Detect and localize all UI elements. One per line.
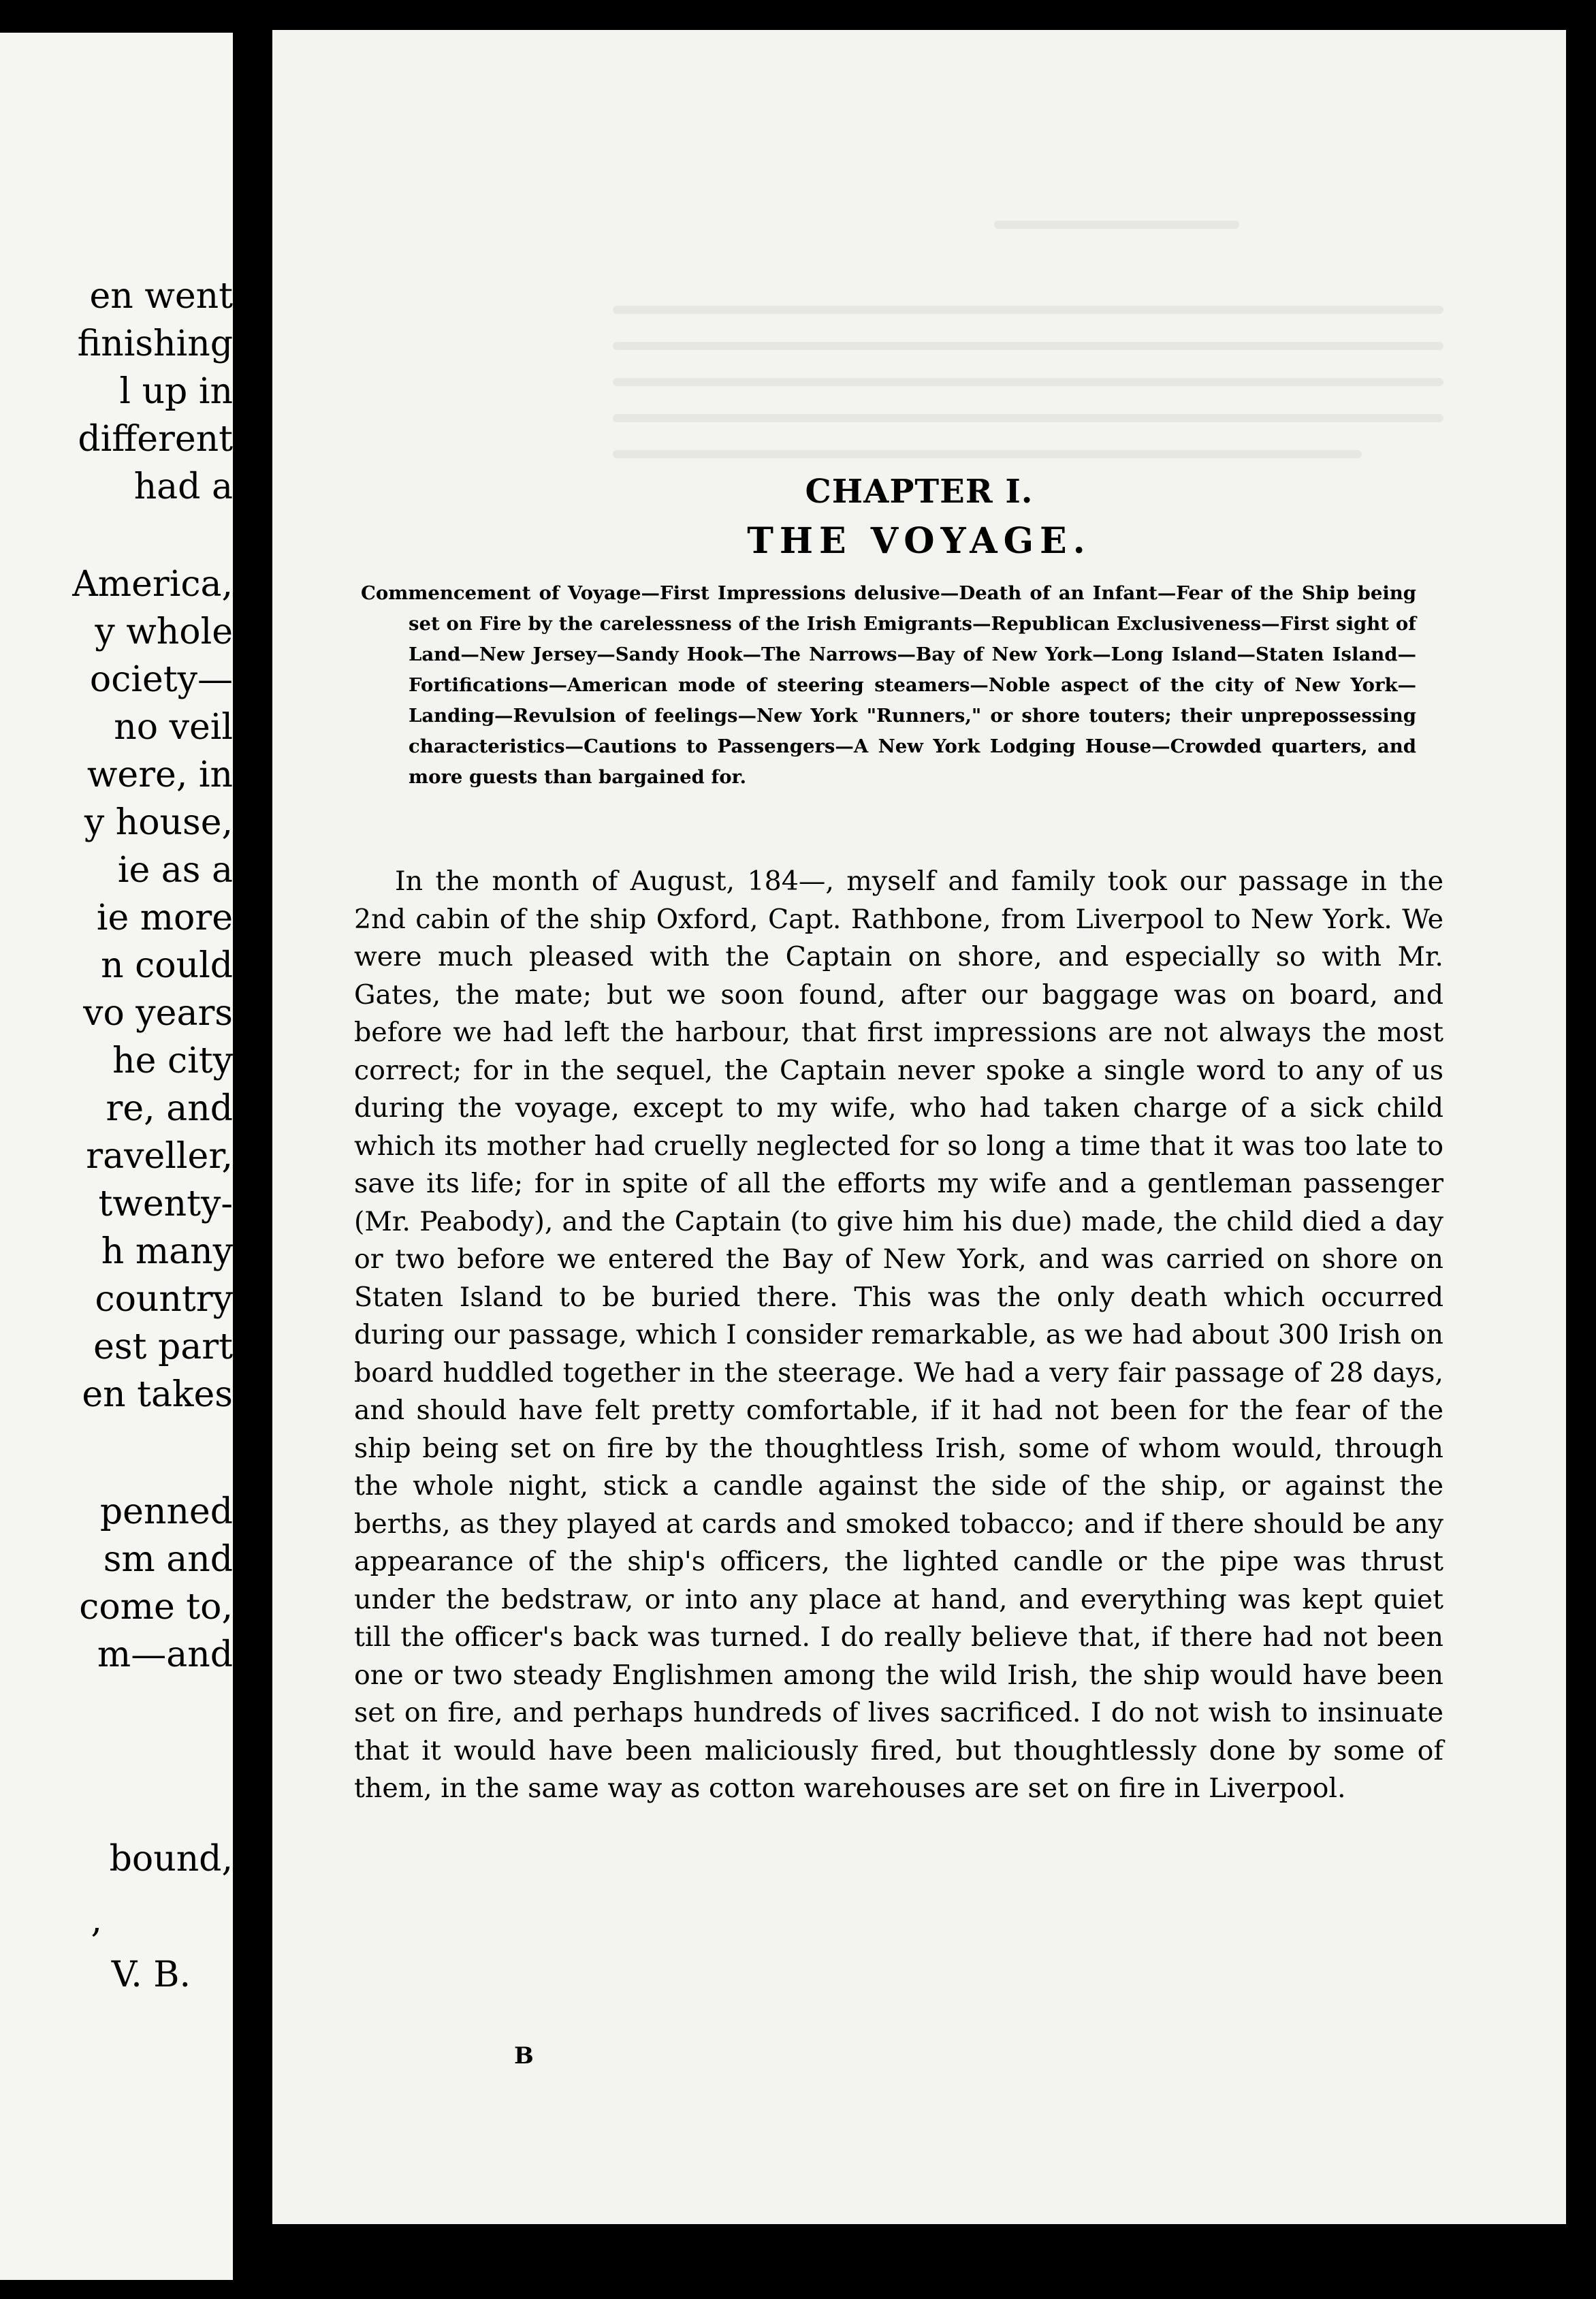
left-page-line: finishing [77, 323, 233, 364]
left-page-line: h many [101, 1231, 233, 1272]
left-page-line: come to, [79, 1587, 233, 1628]
right-page [272, 30, 1566, 2224]
left-page-line: l up in [119, 371, 233, 412]
left-page-line: America, [72, 564, 233, 605]
left-page-line: bound, [109, 1839, 233, 1880]
left-page-line: country [95, 1279, 233, 1320]
left-page-line: sm and [103, 1539, 233, 1580]
left-page-line: raveller, [86, 1136, 233, 1177]
left-page-line: vo years [83, 993, 233, 1034]
left-page-line: en takes [82, 1374, 233, 1415]
left-page-line: en went [89, 276, 233, 317]
left-page-line: ie more [96, 898, 233, 938]
left-page-line: were, in [86, 755, 233, 795]
left-page-line: had a [133, 466, 233, 507]
chapter-number: CHAPTER I. [805, 473, 1034, 511]
left-page-line: , [91, 1900, 102, 1941]
left-page-line: different [78, 419, 233, 460]
left-page-line: y house, [84, 802, 233, 843]
left-page-line: y whole [95, 612, 233, 652]
left-facing-page [0, 33, 233, 2280]
chapter-synopsis: Commencement of Voyage—First Impressions delusive—Death of an Infant—Fear of the Ship being set on Fire by the carelessness of the Irish Emigrants—Republican Exclusiveness—First sight of Land—New Jersey—Sandy Hook—The Narrows—Bay of New York—Long Island—Staten Island—Fortifications—American mode of steering steamers—Noble aspect of the city of New York—Landing—Revulsion of feelings—New York "Runners," or shore touters; their unprepossessing characteristics—Cautions to Passengers—A New York Lodging House—Crowded quarters, and more guests than bargained for. [361, 582, 1416, 788]
left-page-line: n could [101, 945, 233, 986]
left-page-line: re, and [106, 1088, 233, 1129]
chapter-title: THE VOYAGE. [747, 520, 1091, 562]
signature-mark: B [514, 2042, 534, 2070]
left-page-line: m—and [97, 1634, 233, 1675]
left-page-line: ie as a [117, 850, 233, 891]
left-page-line: V. B. [111, 1954, 191, 1995]
left-page-line: ociety— [89, 659, 233, 700]
left-page-line: est part [93, 1327, 233, 1367]
left-page-line: penned [99, 1491, 233, 1532]
left-page-line: he city [112, 1041, 233, 1081]
left-page-line: twenty- [98, 1184, 233, 1224]
body-paragraph: In the month of August, 184—, myself and family took our passage in the 2nd cabin of the ship Oxford, Capt. Rathbone, from Liverpool to New York. We were much pleased with the Captain on shore, and especially so with Mr. Gates, the mate; but we soon found, after our baggage was on board, and before we had left the harbour, that first impressions are not always the most correct; for in the sequel, the Captain never spoke a single word to any of us during the voyage, except to my wife, who had taken charge of a sick child which its mother had cruelly neglected for so long a time that it was too late to save its life; for in spite of all the efforts my wife and a gentleman passenger (Mr. Peabody), and the Captain (to give him his due) made, the child died a day or two before we entered the Bay of New York, and was carried on shore on Staten Island to be buried there. This was the only death which occurred during our passage, which I consider remarkable, as we had about 300 Irish on board huddled together in the steerage. We had a very fair passage of 28 days, and should have felt pretty comfortable, if it had not been for the fear of the ship being set on fire by the thoughtless Irish, some of whom would, through the whole night, stick a candle against the side of the ship, or against the berths, as they played at cards and smoked tobacco; and if there should be any appearance of the ship's officers, the lighted candle or the pipe was thrust under the bedstraw, or into any place at hand, and everything was kept quiet till the officer's back was turned. I do really believe that, if there had not been one or two steady Englishmen among the wild Irish, the ship would have been set on fire, and perhaps hundreds of lives sacrificed. I do not wish to insinuate that it would have been maliciously fired, but thoughtlessly done by some of them, in the same way as cotton warehouses are set on fire in Liverpool. [354, 866, 1443, 1804]
left-page-line: no veil [114, 707, 233, 748]
